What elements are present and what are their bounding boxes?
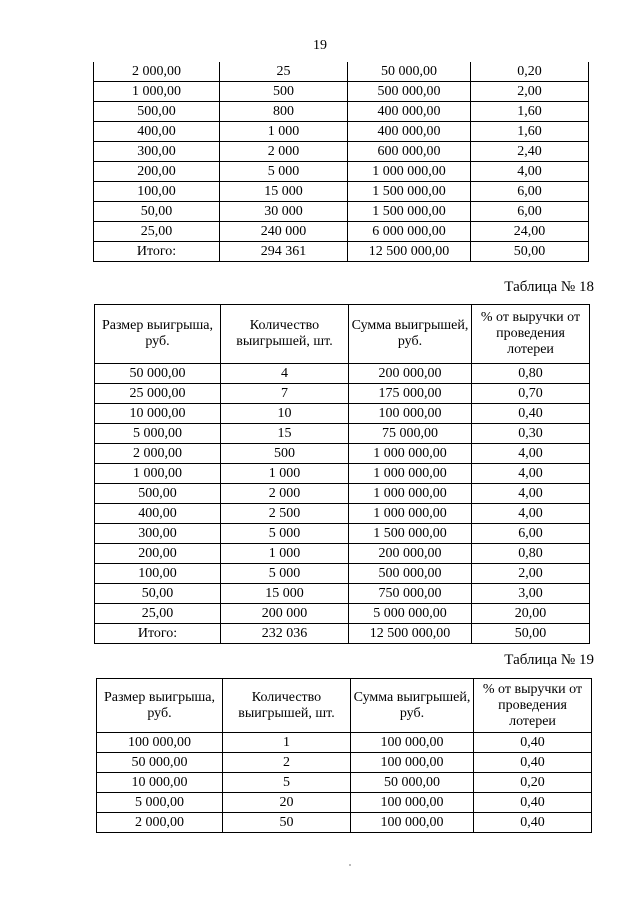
table-cell: 400,00 [95, 504, 221, 524]
table-cell: 0,40 [474, 793, 592, 813]
table-row [95, 384, 590, 404]
table-cell: 1 000 000,00 [349, 444, 472, 464]
table-cell: 4,00 [472, 504, 590, 524]
table-cell: 500,00 [94, 102, 220, 122]
table-cell: 750 000,00 [349, 584, 472, 604]
table-row [94, 162, 589, 182]
prize-table-19 [96, 678, 592, 833]
table-cell: 20,00 [472, 604, 590, 624]
table-row [95, 584, 590, 604]
table-cell: 500 [220, 82, 348, 102]
table-cell: 50 000,00 [351, 773, 474, 793]
table-cell: 5 000,00 [97, 793, 223, 813]
table-row [95, 424, 590, 444]
table-cell: 12 500 000,00 [348, 242, 471, 262]
table-cell: 500 [221, 444, 349, 464]
header-revenue-percent: % от выручки от проведения лотереи [472, 305, 590, 364]
table-body [95, 364, 590, 644]
table-cell: 5 000 [221, 564, 349, 584]
table-cell: 30 000 [220, 202, 348, 222]
table-cell: 4,00 [472, 464, 590, 484]
table-cell: 10 000,00 [97, 773, 223, 793]
table-cell: 2 000,00 [97, 813, 223, 833]
table-cell: 240 000 [220, 222, 348, 242]
table-cell: 500,00 [95, 484, 221, 504]
table-cell: 1 000,00 [95, 464, 221, 484]
table-row [97, 793, 592, 813]
table-cell: 15 000 [221, 584, 349, 604]
table-cell: 15 000 [220, 182, 348, 202]
table-row [94, 102, 589, 122]
table-cell: 0,40 [472, 404, 590, 424]
prize-table-continuation [93, 62, 589, 262]
table-row [95, 444, 590, 464]
table-cell: 5 000,00 [95, 424, 221, 444]
prize-table-18 [94, 304, 590, 644]
table-row [94, 242, 589, 262]
table-header-row [95, 305, 590, 364]
table-cell: 50,00 [95, 584, 221, 604]
table-cell: 1 500 000,00 [348, 182, 471, 202]
table-row [95, 604, 590, 624]
table-cell: 300,00 [94, 142, 220, 162]
table-cell: 1 000 000,00 [349, 484, 472, 504]
table-cell: 5 [223, 773, 351, 793]
table-cell: 25,00 [95, 604, 221, 624]
table-cell: 0,40 [474, 753, 592, 773]
table-body [97, 733, 592, 833]
table-cell: 100 000,00 [349, 404, 472, 424]
table-cell: 294 361 [220, 242, 348, 262]
header-prize-count: Количество выигрышей, шт. [223, 679, 351, 733]
table-cell: 6,00 [472, 524, 590, 544]
table-cell: 200 000 [221, 604, 349, 624]
table-body [94, 62, 589, 262]
table-cell: 6,00 [471, 202, 589, 222]
table-row [94, 62, 589, 82]
table-cell: 0,40 [474, 733, 592, 753]
table-cell: 800 [220, 102, 348, 122]
table-cell: 75 000,00 [349, 424, 472, 444]
table-cell: 5 000 [220, 162, 348, 182]
table-cell: 50 [223, 813, 351, 833]
table-cell: 200,00 [94, 162, 220, 182]
table-row [94, 122, 589, 142]
table-cell: 600 000,00 [348, 142, 471, 162]
table-cell: 400,00 [94, 122, 220, 142]
table-cell: 2 000,00 [94, 62, 220, 82]
table-cell: Итого: [94, 242, 220, 262]
table-cell: 4 [221, 364, 349, 384]
table-cell: 5 000 000,00 [349, 604, 472, 624]
header-prize-size: Размер выигрыша, руб. [95, 305, 221, 364]
table-cell: 500 000,00 [348, 82, 471, 102]
table-header-row [97, 679, 592, 733]
header-revenue-percent: % от выручки от проведения лотереи [474, 679, 592, 733]
scan-speck [349, 864, 351, 866]
table-cell: 1 000 [221, 464, 349, 484]
table-cell: 0,30 [472, 424, 590, 444]
table-cell: 2 000 [220, 142, 348, 162]
header-prize-count: Количество выигрышей, шт. [221, 305, 349, 364]
table-cell: 0,80 [472, 544, 590, 564]
table-cell: 50 000,00 [95, 364, 221, 384]
table-cell: 0,70 [472, 384, 590, 404]
table-cell: 300,00 [95, 524, 221, 544]
table-cell: 25 000,00 [95, 384, 221, 404]
table-cell: 4,00 [472, 444, 590, 464]
table-cell: 200 000,00 [349, 364, 472, 384]
table-cell: 25,00 [94, 222, 220, 242]
table-cell: 5 000 [221, 524, 349, 544]
table-cell: 2,00 [471, 82, 589, 102]
table-cell: 100 000,00 [351, 753, 474, 773]
table-cell: 1,60 [471, 122, 589, 142]
table-cell: 1 000 000,00 [349, 504, 472, 524]
table-row [94, 142, 589, 162]
table-cell: 2 [223, 753, 351, 773]
table-cell: 100 000,00 [351, 813, 474, 833]
header-prize-sum: Сумма выигрышей, руб. [351, 679, 474, 733]
table-cell: 1 000 [221, 544, 349, 564]
table-cell: 2 500 [221, 504, 349, 524]
table-cell: 6 000 000,00 [348, 222, 471, 242]
table-row [97, 753, 592, 773]
table-cell: 20 [223, 793, 351, 813]
table-cell: 50,00 [471, 242, 589, 262]
table-row [95, 624, 590, 644]
table-cell: 1 000 000,00 [349, 464, 472, 484]
table-cell: 100 000,00 [351, 793, 474, 813]
table-cell: 50 000,00 [348, 62, 471, 82]
table-cell: 1 [223, 733, 351, 753]
table-cell: 400 000,00 [348, 122, 471, 142]
table-row [95, 404, 590, 424]
table-cell: 2,40 [471, 142, 589, 162]
table-cell: 232 036 [221, 624, 349, 644]
table-cell: 4,00 [472, 484, 590, 504]
table-cell: 10 [221, 404, 349, 424]
table-cell: 0,20 [471, 62, 589, 82]
table-cell: 100,00 [95, 564, 221, 584]
table-cell: 50 000,00 [97, 753, 223, 773]
table-cell: 200 000,00 [349, 544, 472, 564]
header-prize-sum: Сумма выигрышей, руб. [349, 305, 472, 364]
table-cell: 2 000,00 [95, 444, 221, 464]
table-row [97, 773, 592, 793]
table-row [95, 544, 590, 564]
table-cell: Итого: [95, 624, 221, 644]
table-cell: 1 000 000,00 [348, 162, 471, 182]
table-cell: 50,00 [94, 202, 220, 222]
table-cell: 175 000,00 [349, 384, 472, 404]
table-cell: 500 000,00 [349, 564, 472, 584]
table-row [95, 564, 590, 584]
table-row [95, 504, 590, 524]
table-row [94, 202, 589, 222]
table-cell: 12 500 000,00 [349, 624, 472, 644]
table-cell: 0,40 [474, 813, 592, 833]
table-cell: 0,80 [472, 364, 590, 384]
table-cell: 1 000 [220, 122, 348, 142]
table-cell: 7 [221, 384, 349, 404]
table-cell: 100,00 [94, 182, 220, 202]
table-row [95, 464, 590, 484]
table-cell: 2 000 [221, 484, 349, 504]
table-row [97, 813, 592, 833]
table-cell: 24,00 [471, 222, 589, 242]
table-row [95, 484, 590, 504]
page-number: 19 [313, 38, 327, 53]
table-row [94, 82, 589, 102]
table-cell: 100 000,00 [351, 733, 474, 753]
table-cell: 4,00 [471, 162, 589, 182]
table-row [95, 364, 590, 384]
table-cell: 10 000,00 [95, 404, 221, 424]
table-cell: 0,20 [474, 773, 592, 793]
table-cell: 25 [220, 62, 348, 82]
header-prize-size: Размер выигрыша, руб. [97, 679, 223, 733]
table-18-caption: Таблица № 18 [504, 279, 594, 295]
table-cell: 1 500 000,00 [349, 524, 472, 544]
table-cell: 200,00 [95, 544, 221, 564]
table-row [95, 524, 590, 544]
table-row [97, 733, 592, 753]
table-cell: 1 000,00 [94, 82, 220, 102]
table-row [94, 182, 589, 202]
table-cell: 6,00 [471, 182, 589, 202]
table-cell: 1,60 [471, 102, 589, 122]
table-cell: 50,00 [472, 624, 590, 644]
table-cell: 100 000,00 [97, 733, 223, 753]
table-cell: 2,00 [472, 564, 590, 584]
table-cell: 3,00 [472, 584, 590, 604]
table-19-caption: Таблица № 19 [504, 652, 594, 668]
table-row [94, 222, 589, 242]
table-cell: 15 [221, 424, 349, 444]
table-cell: 400 000,00 [348, 102, 471, 122]
table-cell: 1 500 000,00 [348, 202, 471, 222]
